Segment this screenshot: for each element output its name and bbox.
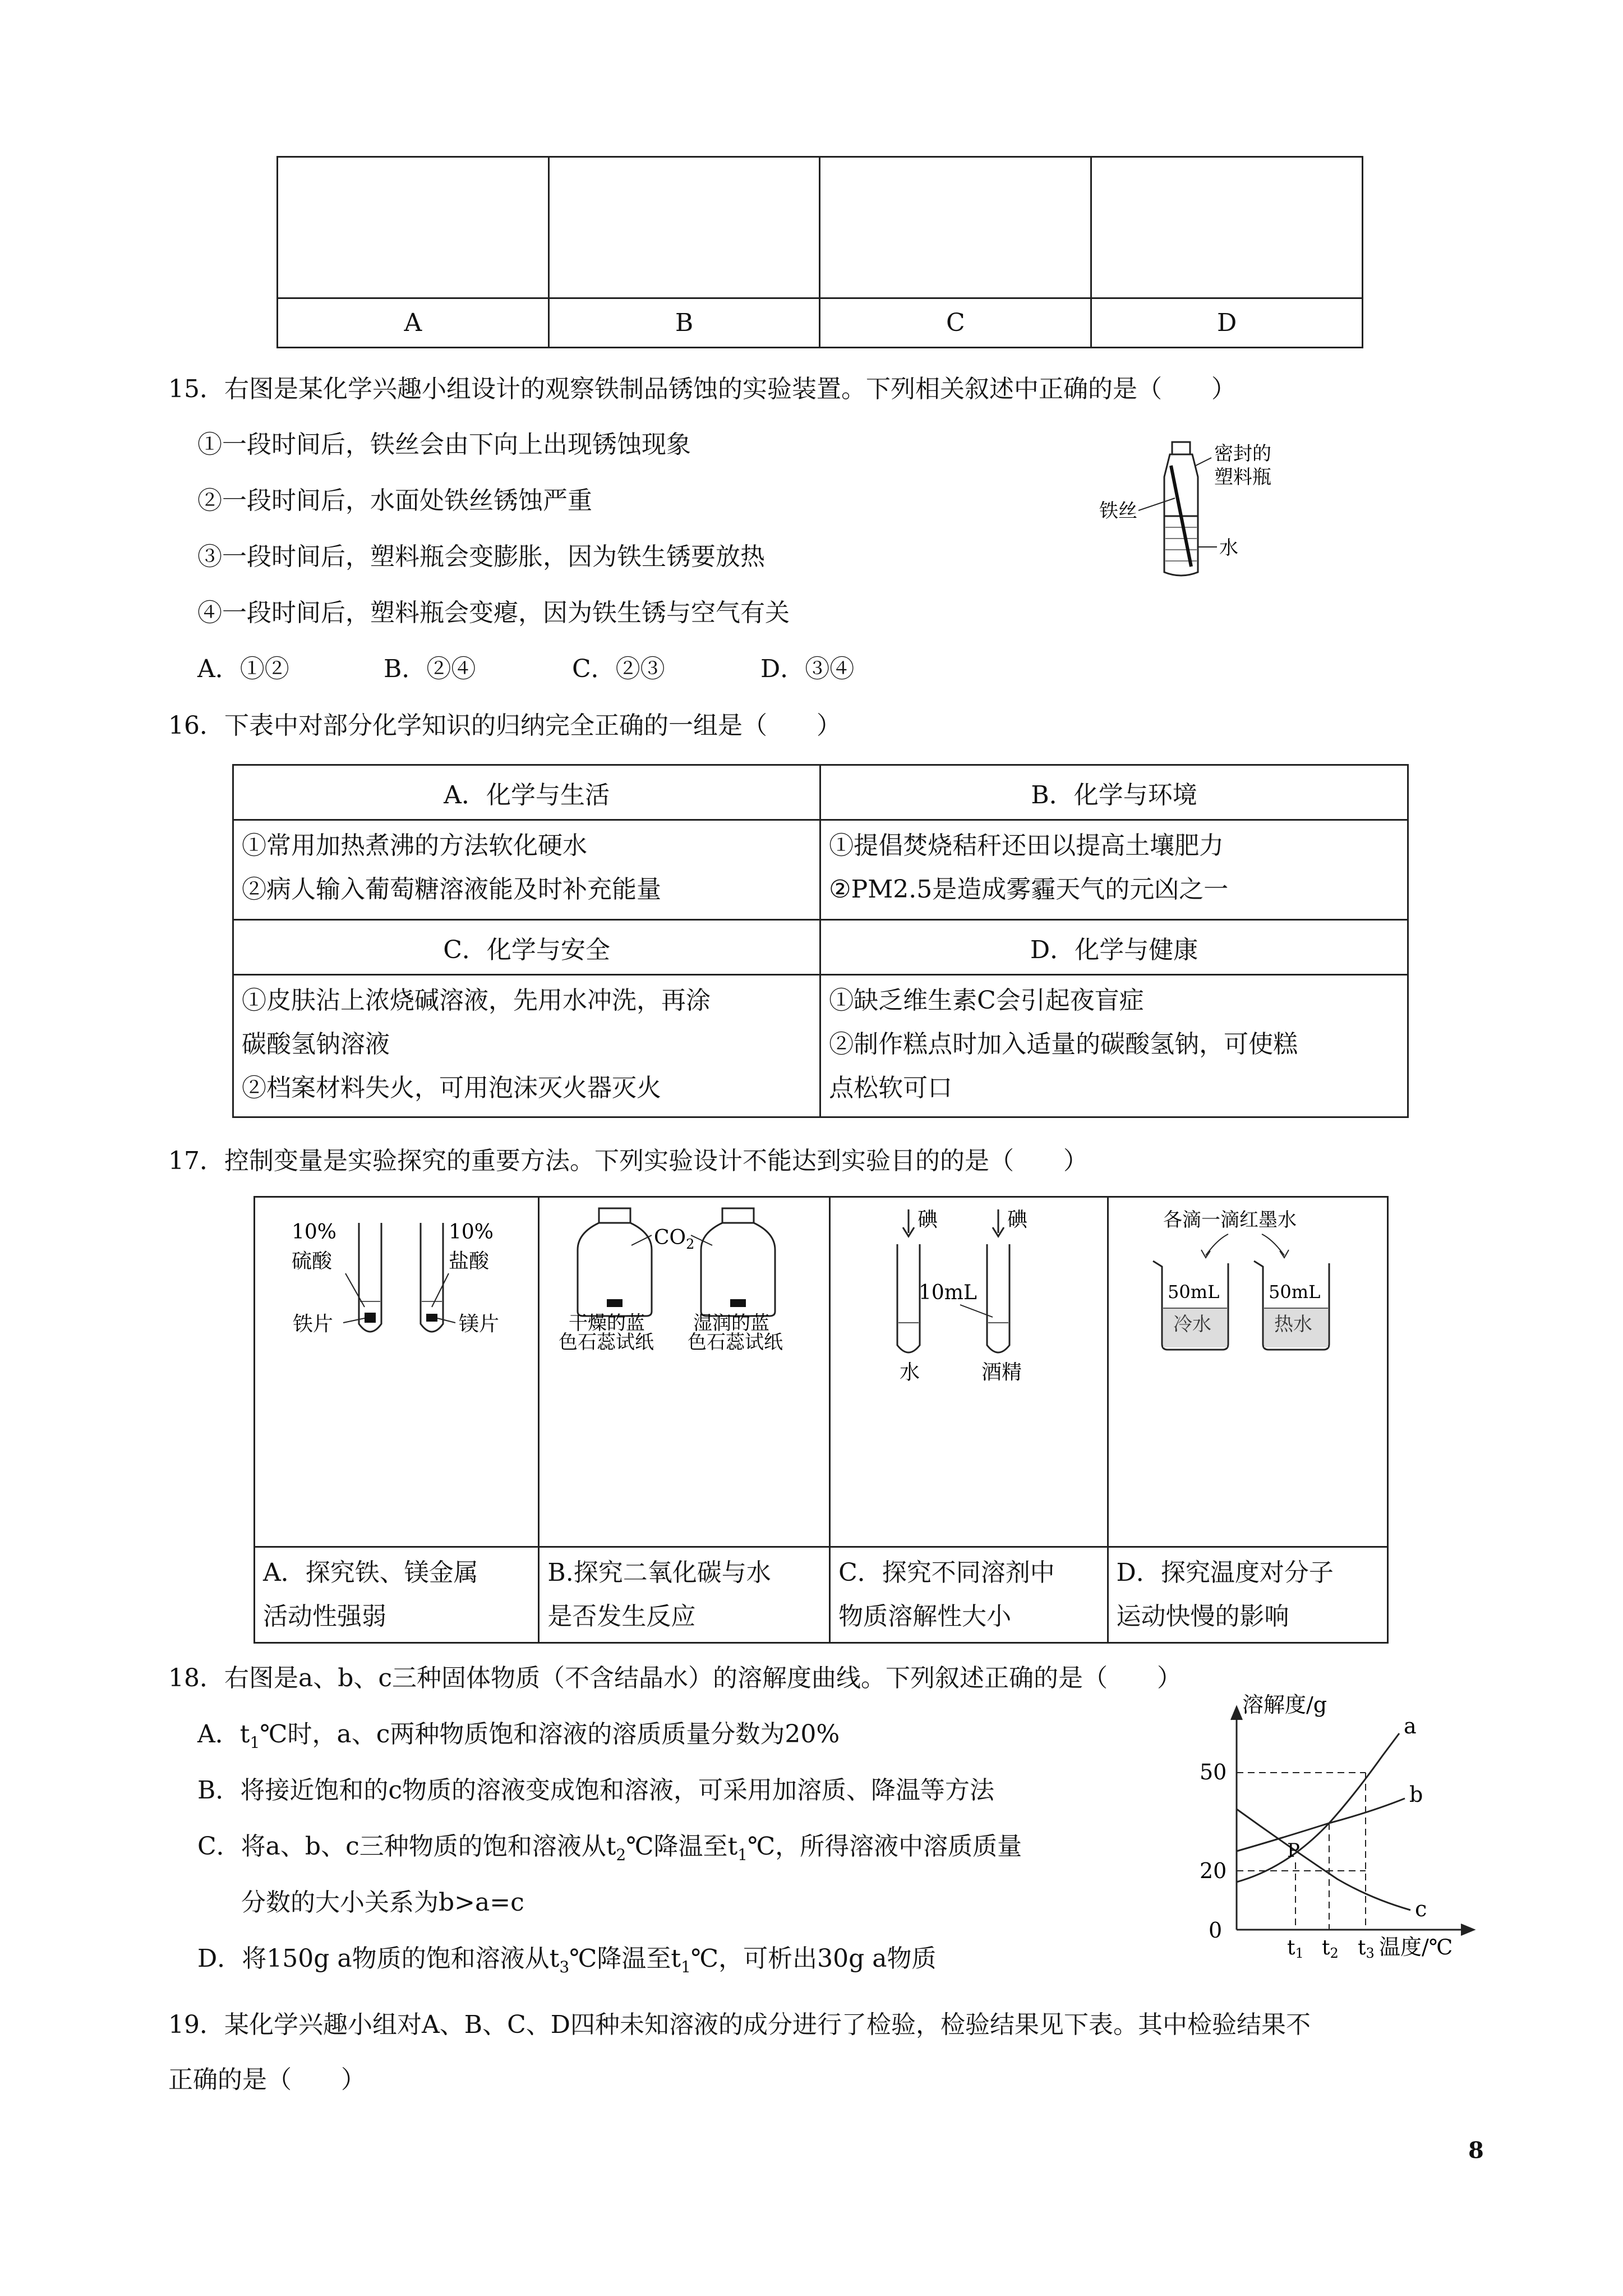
q18-d-sub-1: 3 <box>559 1957 570 1976</box>
q18-chart-t3-sub: 3 <box>1366 1945 1375 1961</box>
q15-label-wire: 铁丝 <box>1099 500 1137 522</box>
q17d-volume-1: 50mL <box>1168 1281 1220 1303</box>
q16-stem: 16．下表中对部分化学知识的归纳完全正确的一组是（ ） <box>168 711 841 740</box>
top-table-cell-a <box>278 157 549 298</box>
q17d-water-hot: 热水 <box>1274 1313 1312 1336</box>
q18-option-b: B．将接近饱和的c物质的溶液变成饱和溶液，可采用加溶质、降温等方法 <box>197 1776 994 1805</box>
q17-stem: 17．控制变量是实验探究的重要方法。下列实验设计不能达到实验目的的是（ ） <box>168 1147 1088 1175</box>
q17-caption-c <box>830 1547 1108 1643</box>
q17a-label-l2: 硫酸 <box>292 1250 333 1273</box>
q19-line-2: 正确的是（ ） <box>168 2065 366 2094</box>
q15-item-2: ②一段时间后，水面处铁丝锈蚀严重 <box>197 486 592 515</box>
q16-d-line-3: 点松软可口 <box>829 1074 953 1102</box>
q17-caption-b <box>539 1547 830 1643</box>
q16-c-line-3: ②档案材料失火，可用泡沫灭火器灭火 <box>242 1074 661 1102</box>
q17a-label-right: 镁片 <box>459 1313 500 1336</box>
q16-title-c: C．化学与安全 <box>233 920 820 975</box>
q18-chart-point-p: P <box>1287 1839 1300 1862</box>
q18-chart-curve-b: b <box>1409 1782 1423 1807</box>
q16-title-d: D．化学与健康 <box>820 920 1408 975</box>
q17-figure-a <box>280 1212 538 1358</box>
q17-caption-d-1: D．探究温度对分子 <box>1116 1558 1334 1587</box>
top-table-cell-c <box>820 157 1091 298</box>
q17-caption-a-2: 活动性强弱 <box>263 1602 386 1631</box>
q17b-label-l1: 干燥的蓝 <box>569 1312 645 1335</box>
q17c-solvent-1: 水 <box>900 1361 920 1384</box>
q17a-label-left: 铁片 <box>293 1313 334 1336</box>
svg-text:t1 <box>1287 1936 1304 1961</box>
q15-item-1: ①一段时间后，铁丝会由下向上出现锈蚀现象 <box>197 430 691 459</box>
q16-b-line-1: ①提倡焚烧秸秆还田以提高土壤肥力 <box>829 831 1224 860</box>
top-table-label-b: B <box>548 298 820 348</box>
q17c-solvent-2: 酒精 <box>981 1361 1022 1384</box>
q17d-volume-2: 50mL <box>1269 1281 1321 1303</box>
q17d-water-cold: 冷水 <box>1173 1313 1211 1336</box>
q17-caption-d <box>1108 1547 1387 1643</box>
q19-line-1: 19．某化学兴趣小组对A、B、C、D四种未知溶液的成分进行了检验，检验结果见下表。其中检验结果不 <box>168 2010 1311 2039</box>
q15-label-bottle-2: 塑料瓶 <box>1214 466 1271 489</box>
q18-stem: 18．右图是a、b、c三种固体物质（不含结晶水）的溶解度曲线。下列叙述正确的是（ ） <box>168 1664 1182 1692</box>
q17-caption-b-1: B.探究二氧化碳与水 <box>547 1558 771 1587</box>
q17-figure-d <box>1122 1205 1385 1362</box>
q17b-label-r1: 湿润的蓝 <box>693 1312 769 1335</box>
q18-c-part-2: ℃降温至t <box>626 1832 738 1861</box>
q16-title-b: B．化学与环境 <box>820 765 1408 820</box>
q18-a-part-2: ℃时，a、c两种物质饱和溶液的溶质质量分数为20% <box>260 1720 840 1749</box>
q17b-gas-sub: 2 <box>686 1236 695 1252</box>
q16-cell-c <box>233 975 820 1117</box>
q18-chart-y20: 20 <box>1200 1858 1227 1883</box>
q18-chart-t3: t <box>1358 1936 1366 1959</box>
q18-c-part-1: C．将a、b、c三种物质的饱和溶液从t <box>197 1832 616 1861</box>
q18-chart-y50: 50 <box>1200 1760 1227 1784</box>
q17-figure-c <box>841 1205 1099 1384</box>
top-table-cell-b <box>548 157 820 298</box>
q17-caption-b-2: 是否发生反应 <box>547 1602 696 1631</box>
q18-chart-origin: 0 <box>1209 1918 1223 1943</box>
q18-d-part-2: ℃降温至t <box>569 1944 681 1973</box>
q17b-gas: CO <box>654 1226 686 1249</box>
q15-item-3: ③一段时间后，塑料瓶会变膨胀，因为铁生锈要放热 <box>197 542 765 571</box>
svg-text:t3 <box>1358 1936 1375 1961</box>
q17-caption-a <box>255 1547 539 1643</box>
page-number: 8 <box>1468 2137 1484 2164</box>
q17-caption-c-1: C．探究不同溶剂中 <box>838 1558 1055 1587</box>
top-table-label-c: C <box>820 298 1091 348</box>
q16-b-line-2: ②PM2.5是造成雾霾天气的元凶之一 <box>829 875 1229 904</box>
top-answer-table <box>276 156 1363 348</box>
q18-chart-xlabel: 温度/℃ <box>1379 1935 1453 1959</box>
q17a-label-l1: 10% <box>292 1221 337 1244</box>
q16-d-line-2: ②制作糕点时加入适量的碳酸氢钠，可使糕 <box>829 1030 1298 1059</box>
q17a-label-r1: 10% <box>449 1221 494 1244</box>
q17-caption-c-2: 物质溶解性大小 <box>838 1602 1012 1631</box>
q16-a-line-1: ①常用加热煮沸的方法软化硬水 <box>242 831 587 860</box>
q15-option-c: C．②③ <box>572 655 665 683</box>
q16-c-line-2: 碳酸氢钠溶液 <box>242 1030 390 1059</box>
top-table-label-a: A <box>278 298 549 348</box>
q15-item-4: ④一段时间后，塑料瓶会变瘪，因为铁生锈与空气有关 <box>197 599 790 627</box>
q15-bottle-figure <box>1099 432 1312 583</box>
q18-solubility-chart <box>1175 1688 1489 1963</box>
q17-figure-b <box>544 1205 830 1351</box>
q18-option-c-line-2: 分数的大小关系为b>a=c <box>241 1888 524 1917</box>
q18-d-part-3: ℃，可析出30g a物质 <box>690 1944 937 1973</box>
q18-d-sub-2: 1 <box>681 1957 691 1976</box>
q17a-label-r2: 盐酸 <box>449 1250 490 1273</box>
top-table-label-d: D <box>1091 298 1363 348</box>
q17-caption-a-1: A．探究铁、镁金属 <box>263 1558 478 1587</box>
q18-option-c <box>197 1830 1022 1872</box>
q18-option-a <box>197 1718 840 1760</box>
top-table-cell-d <box>1091 157 1363 298</box>
q18-chart-curve-a: a <box>1404 1714 1417 1738</box>
q18-chart-t1-sub: 1 <box>1295 1945 1304 1961</box>
q15-option-b: B．②④ <box>384 655 476 683</box>
q18-d-part-1: D．将150g a物质的饱和溶液从t <box>197 1944 560 1973</box>
q15-option-d: D．③④ <box>760 655 855 683</box>
q16-cell-a <box>233 820 820 920</box>
q17c-iodine-1: 碘 <box>917 1208 938 1231</box>
q16-cell-b <box>820 820 1408 920</box>
q18-c-part-3: ℃，所得溶液中溶质质量 <box>747 1832 1022 1861</box>
q15-stem: 15．右图是某化学兴趣小组设计的观察铁制品锈蚀的实验装置。下列相关叙述中正确的是（ ） <box>168 375 1236 403</box>
q18-a-part-1: A．t <box>197 1720 250 1749</box>
q15-option-a: A．①② <box>197 655 289 683</box>
q17d-top-label: 各滴一滴红墨水 <box>1163 1209 1297 1231</box>
q18-c-sub-2: 1 <box>737 1845 748 1864</box>
q17b-label-l2: 色石蕊试纸 <box>559 1331 654 1351</box>
q18-option-d <box>197 1942 936 1984</box>
q17c-volume: 10mL <box>919 1281 977 1304</box>
q17-caption-d-2: 运动快慢的影响 <box>1116 1602 1289 1631</box>
q16-title-a: A．化学与生活 <box>233 765 820 820</box>
q18-a-sub: 1 <box>250 1733 260 1752</box>
q17c-iodine-2: 碘 <box>1007 1208 1028 1231</box>
q16-cell-d <box>820 975 1408 1117</box>
q16-table <box>232 764 1409 1118</box>
q18-chart-t2: t <box>1322 1936 1330 1959</box>
q18-chart-t1: t <box>1287 1936 1295 1959</box>
q17b-label-r2: 色石蕊试纸 <box>688 1331 783 1351</box>
q18-chart-t2-sub: 2 <box>1330 1945 1339 1961</box>
svg-text:t2 <box>1322 1936 1339 1961</box>
q18-chart-curve-c: c <box>1415 1897 1427 1921</box>
q16-c-line-1: ①皮肤沾上浓烧碱溶液，先用水冲洗，再涂 <box>242 986 711 1015</box>
svg-text:CO2 <box>654 1226 694 1252</box>
q16-d-line-1: ①缺乏维生素C会引起夜盲症 <box>829 986 1144 1015</box>
q18-c-sub-1: 2 <box>616 1845 626 1864</box>
q15-label-water: 水 <box>1219 537 1238 559</box>
q18-chart-ylabel: 溶解度/g <box>1242 1692 1327 1717</box>
q16-a-line-2: ②病人输入葡萄糖溶液能及时补充能量 <box>242 875 661 904</box>
q15-label-bottle-1: 密封的 <box>1214 443 1271 465</box>
